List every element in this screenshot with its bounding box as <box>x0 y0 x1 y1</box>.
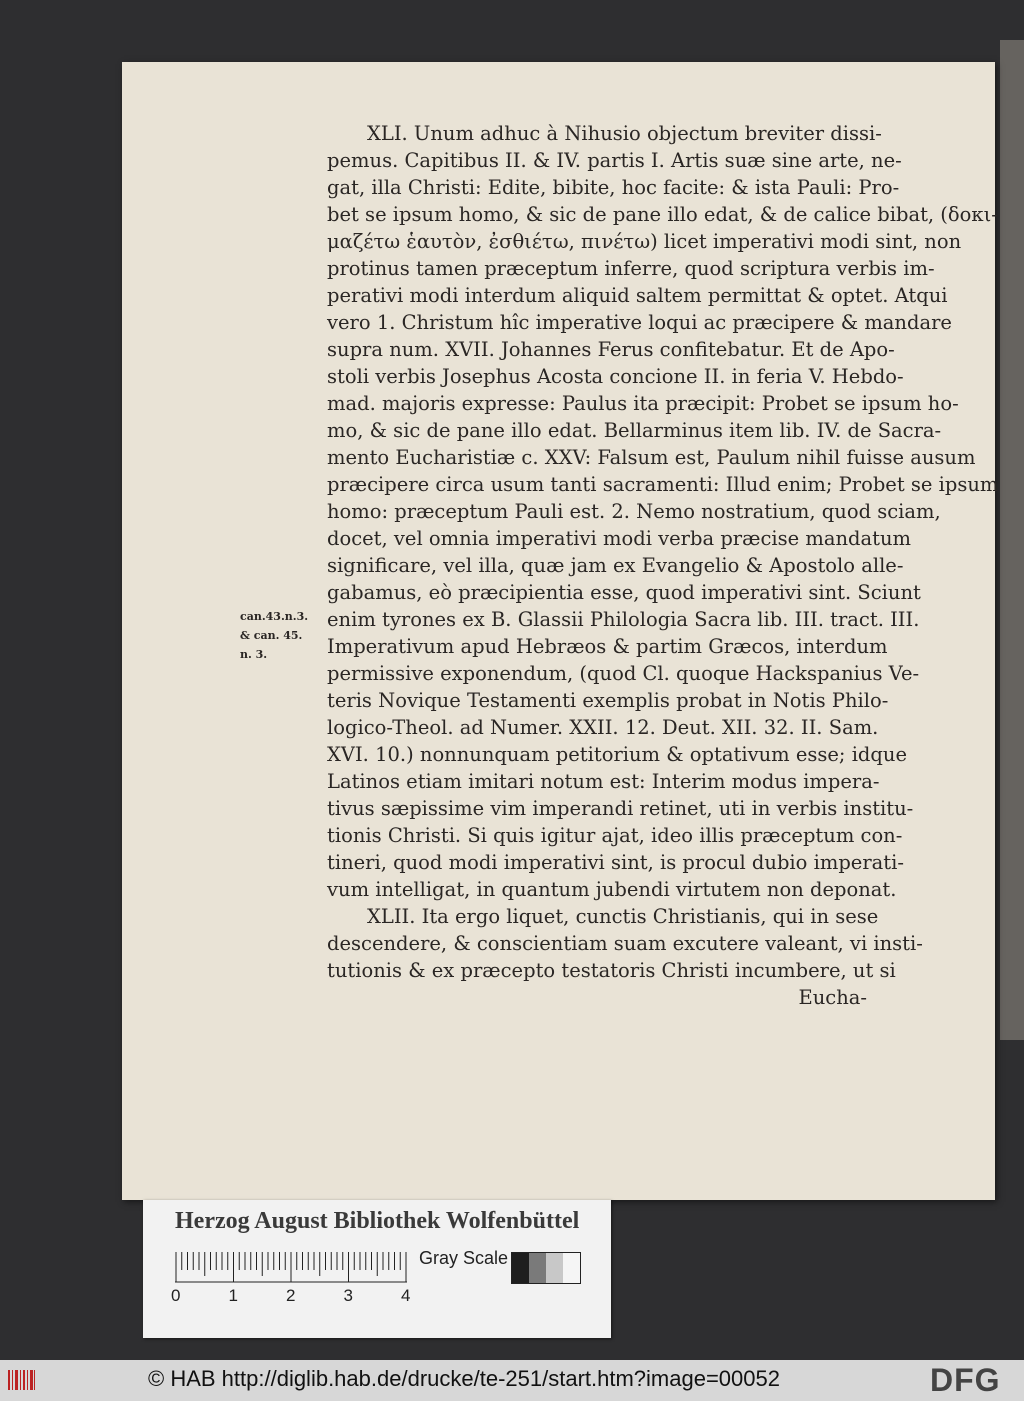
text-line: vum intelligat, in quantum jubendi virtutem non deponat. <box>327 878 897 901</box>
text-line: XLII. Ita ergo liquet, cunctis Christianis, qui in sese <box>367 905 879 928</box>
ruler-number: 3 <box>343 1286 353 1305</box>
margin-note: & can. 45. <box>240 629 303 642</box>
ruler-number: 0 <box>171 1286 181 1305</box>
text-line: stoli verbis Josephus Acosta concione II. in feria V. Hebdo- <box>327 365 904 388</box>
dfg-logo: DFG <box>930 1362 1001 1398</box>
text-line: gabamus, eò præcipientia esse, quod imperativi sint. Sciunt <box>327 581 921 604</box>
margin-note: n. 3. <box>240 648 268 661</box>
text-line: XVI. 10.) nonnunquam petitorium & optativum esse; idque <box>327 743 907 766</box>
ruler-number: 2 <box>286 1286 296 1305</box>
margin-notes <box>240 607 308 664</box>
text-line: logico-Theol. ad Numer. XXII. 12. Deut. XII. 32. II. Sam. <box>327 716 879 739</box>
text-line: enim tyrones ex B. Glassii Philologia Sacra lib. III. tract. III. <box>327 608 920 631</box>
ruler-number: 1 <box>228 1286 238 1305</box>
text-line: tionis Christi. Si quis igitur ajat, ideo illis præceptum con- <box>327 824 903 847</box>
barcode-icon <box>8 1368 36 1392</box>
ruler <box>175 1252 407 1282</box>
text-line: permissive exponendum, (quod Cl. quoque Hackspanius Ve- <box>327 662 920 685</box>
text-line: mad. majoris expresse: Paulus ita præcipit: Probet se ipsum ho- <box>327 392 959 415</box>
text-line: bet se ipsum homo, & sic de pane illo edat, & de calice bibat, (δοκι- <box>327 203 998 226</box>
text-line: protinus tamen præceptum inferre, quod scriptura verbis im- <box>327 257 935 280</box>
text-line: tutionis & ex præcepto testatoris Christi incumbere, ut si <box>327 959 896 982</box>
text-line: μαζέτω ἑαυτὸν, ἐσθιέτω, πινέτω) licet imperativi modi sint, non <box>327 230 962 253</box>
text-line: tivus sæpissime vim imperandi retinet, uti in verbis institu- <box>327 797 914 820</box>
page-text <box>327 120 999 1011</box>
gray-swatch <box>529 1253 546 1283</box>
text-line: tineri, quod modi imperativi sint, is procul dubio imperati- <box>327 851 904 874</box>
text-line: docet, vel omnia imperativi modi verba præcise mandatum <box>327 527 912 550</box>
text-line: teris Novique Testamenti exemplis probat in Notis Philo- <box>327 689 889 712</box>
gray-scale-swatches <box>511 1252 581 1284</box>
text-line: significare, vel illa, quæ jam ex Evangelio & Apostolo alle- <box>327 554 904 577</box>
gray-swatch <box>546 1253 563 1283</box>
text-line: pemus. Capitibus II. & IV. partis I. Artis suæ sine arte, ne- <box>327 149 902 172</box>
text-line: mo, & sic de pane illo edat. Bellarminus item lib. IV. de Sacra- <box>327 419 942 442</box>
color-scale-card <box>143 1200 611 1338</box>
text-line: perativi modi interdum aliquid saltem permittat & optet. Atqui <box>327 284 948 307</box>
text-line: Eucha- <box>798 986 867 1009</box>
library-name: Herzog August Bibliothek Wolfenbüttel <box>175 1208 580 1234</box>
text-line: homo: præceptum Pauli est. 2. Nemo nostratium, quod sciam, <box>327 500 941 523</box>
text-line: Imperativum apud Hebræos & partim Græcos, interdum <box>327 635 888 658</box>
gray-scale-label: Gray Scale <box>419 1248 509 1268</box>
text-line: supra num. XVII. Johannes Ferus confitebatur. Et de Apo- <box>327 338 895 361</box>
text-line: vero 1. Christum hîc imperative loqui ac præcipere & mandare <box>327 311 952 334</box>
text-line: mento Eucharistiæ c. XXV: Falsum est, Paulum nihil fuisse ausum <box>327 446 976 469</box>
book-page <box>122 62 999 1200</box>
text-line: Latinos etiam imitari notum est: Interim modus impera- <box>327 770 880 793</box>
copyright-link[interactable]: © HAB http://diglib.hab.de/drucke/te-251/start.htm?image=00052 <box>148 1366 780 1391</box>
text-line: gat, illa Christi: Edite, bibite, hoc facite: & ista Pauli: Pro- <box>327 176 900 199</box>
gray-swatch <box>512 1253 529 1283</box>
text-line: præcipere circa usum tanti sacramenti: Illud enim; Probet se ipsum <box>327 473 999 496</box>
margin-note: can.43.n.3. <box>240 610 309 623</box>
viewer-footer <box>0 1360 1024 1401</box>
text-line: XLI. Unum adhuc à Nihusio objectum breviter dissi- <box>367 122 882 145</box>
next-page-edge <box>1000 40 1024 1040</box>
ruler-number: 4 <box>401 1286 411 1305</box>
text-line: descendere, & conscientiam suam excutere valeant, vi insti- <box>327 932 923 955</box>
gray-swatch <box>563 1253 580 1283</box>
